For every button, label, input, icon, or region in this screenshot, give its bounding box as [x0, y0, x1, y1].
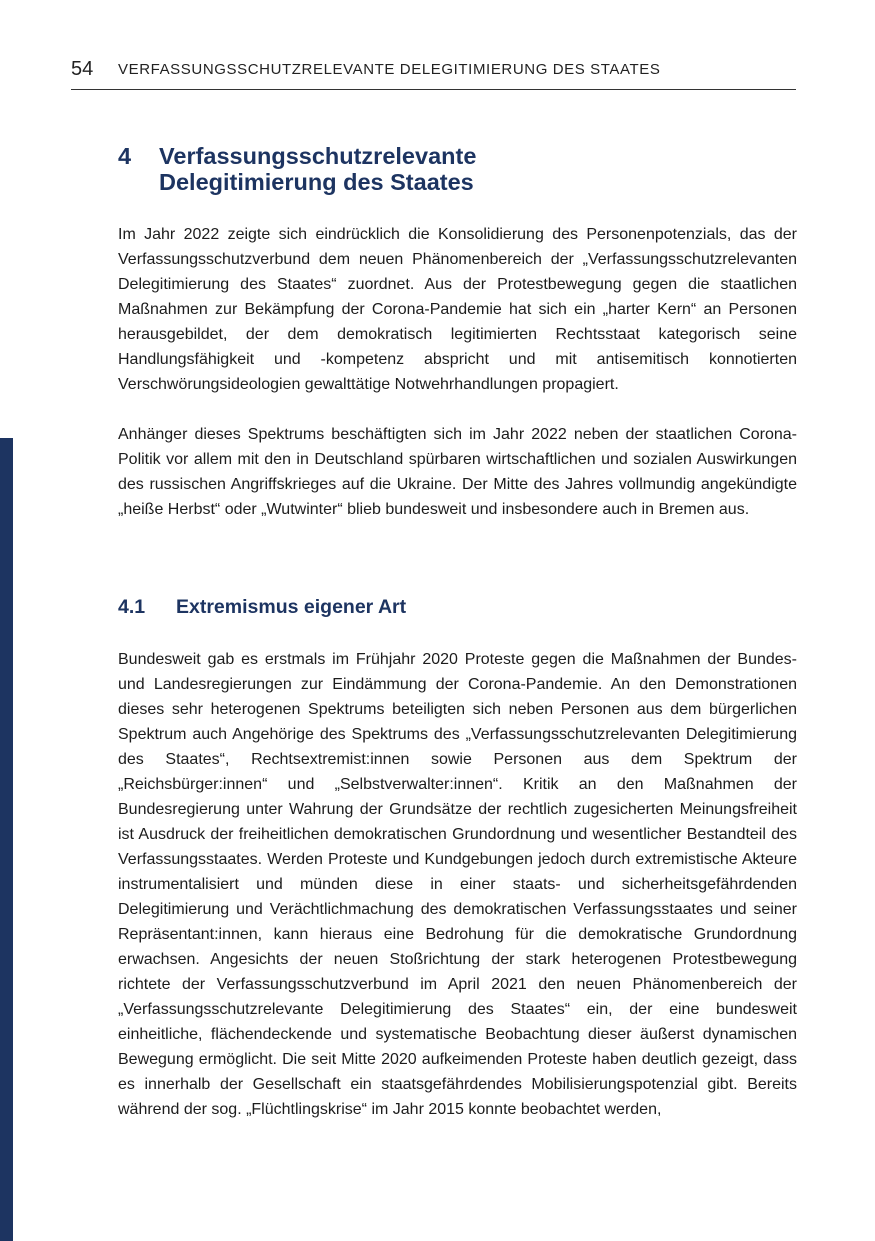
section-heading [118, 594, 406, 620]
body-paragraph: Anhänger dieses Spektrums beschäftigten sich im Jahr 2022 neben der staatlichen Corona-Politik vor allem mit den in Deutschland spürbaren wirtschaftlichen und sozialen Auswirkungen des russischen Angriffskrieges auf die Ukraine. Der Mitte des Jahres vollmundig angekündigte „heiße Herbst“ oder „Wutwinter“ blieb bundesweit und insbesondere auch in Bremen aus. [118, 426, 797, 518]
body-paragraph: Bundesweit gab es erstmals im Frühjahr 2020 Proteste gegen die Maßnahmen der Bundes- und Landesregierungen zur Eindämmung der Corona-Pandemie. An den Demonstrationen dieses sehr heterogenen Spektrums beteiligten sich neben Personen aus dem bürgerlichen Spektrum auch Angehörige des Spektrums des „Verfassungsschutzrelevanten Delegitimierung des Staates“, Rechtsextremist:innen sowie Personen aus dem Spektrum der „Reichsbürger:innen“ und „Selbstverwalter:innen“. Kritik an den Maßnahmen der Bundesregierung unter Wahrung der Grundsätze der rechtlich zugesicherten Meinungsfreiheit ist Ausdruck der freiheitlichen demokratischen Grundordnung und wesentlicher Bestandteil des Verfassungsstaates. Werden Proteste und Kundgebungen jedoch durch extremistische Akteure instrumentalisiert und münden diese in einer staats- und sicherheitsgefährdenden Delegitimierung und Verächtlichmachung des demokratischen Verfassungsstaates und seiner Repräsentant:innen, kann hieraus eine Bedrohung für die demokratische Grundordnung erwachsen. Angesichts der neuen Stoßrichtung der stark heterogenen Protestbewegung richtete der Verfassungsschutzverbund im April 2021 den neuen Phänomenbereich der „Verfassungsschutzrelevante Delegitimierung des Staates“ ein, der eine bundesweit einheitliche, flächendeckende und systematische Beobachtung dieser äußerst dynamischen Bewegung ermöglicht. Die seit Mitte 2020 aufkeimenden Proteste haben deutlich gezeigt, dass es innerhalb der Gesellschaft ein staatsgefährdendes Mobilisierungspotenzial gibt. Bereits während der sog. „Flüchtlingskrise“ im Jahr 2015 konnte beobachtet werden, [118, 651, 797, 1118]
page-number: 54 [71, 58, 94, 80]
chapter-heading [118, 143, 599, 195]
side-accent-bar [0, 438, 13, 1241]
chapter-title: Verfassungsschutzrelevante Delegitimierung des Staates [159, 143, 477, 195]
running-header [71, 56, 796, 90]
section-title: Extremismus eigener Art [176, 596, 407, 618]
running-title: VERFASSUNGSSCHUTZRELEVANTE DELEGITIMIERUNG DES STAATES [118, 61, 661, 78]
section-number: 4.1 [118, 596, 146, 618]
chapter-number: 4 [118, 143, 132, 169]
body-paragraph: Im Jahr 2022 zeigte sich eindrücklich die Konsolidierung des Personenpotenzials, das der Verfassungsschutzverbund dem neuen Phänomenbereich der „Verfassungsschutzrelevanten Delegitimierung des Staates“ zuordnet. Aus der Protestbewegung gegen die staatlichen Maßnahmen zur Bekämpfung der Corona-Pandemie hat sich ein „harter Kern“ an Personen herausgebildet, der dem demokratisch legitimierten Rechtsstaat kategorisch seine Handlungsfähigkeit und -kompetenz abspricht und mit antisemitisch konnotierten Verschwörungsideologien gewalttätige Notwehrhandlungen propagiert. [118, 226, 797, 393]
